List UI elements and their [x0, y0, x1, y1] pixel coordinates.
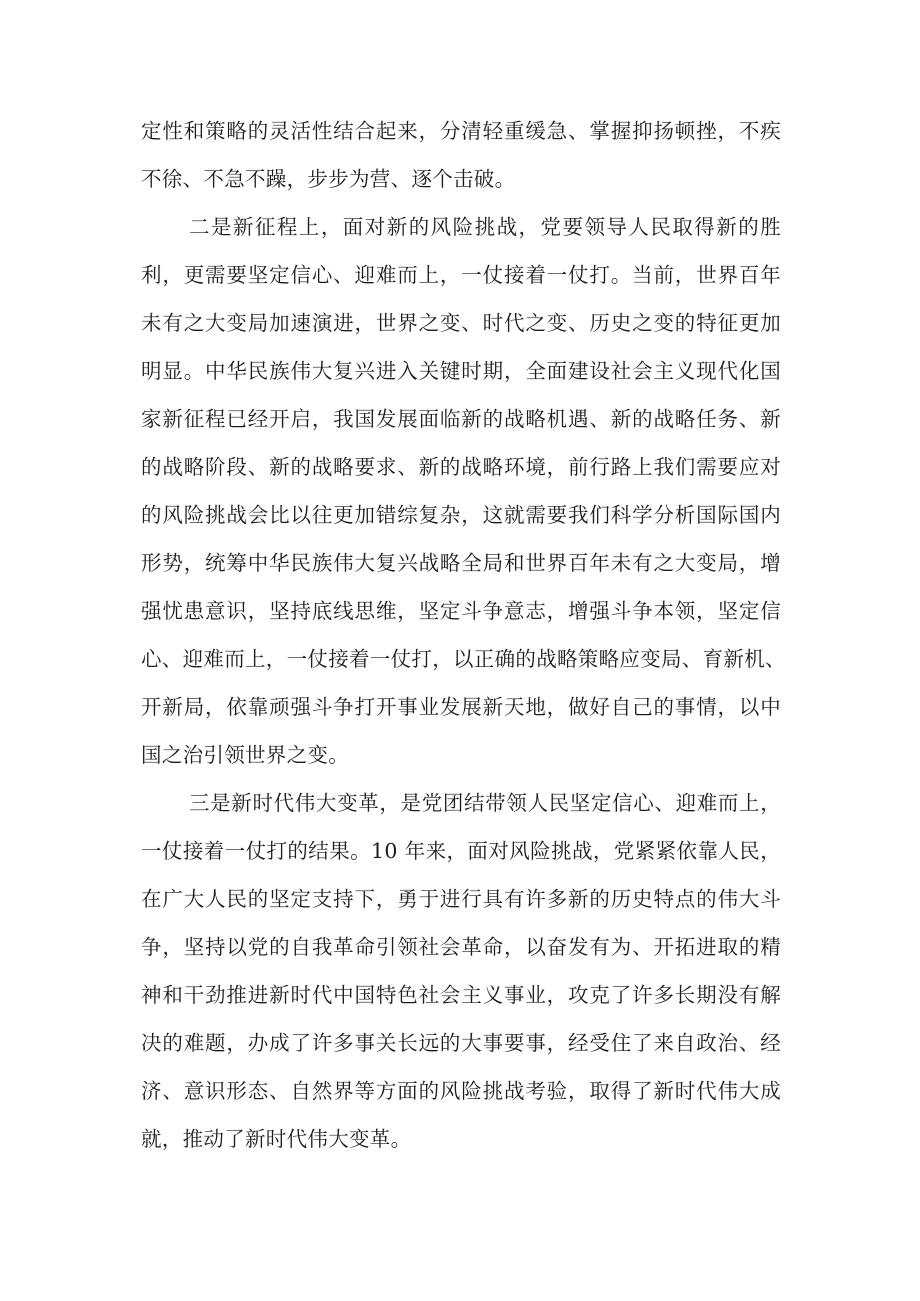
text-line: 定性和策略的灵活性结合起来，分清轻重缓急、掌握抑扬顿挫，不疾	[141, 119, 781, 143]
text-line: 明显。中华民族伟大复兴进入关键时期，全面建设社会主义现代化国	[141, 359, 781, 383]
text-line: 就，推动了新时代伟大变革。	[141, 1127, 412, 1151]
text-line: 家新征程已经开启，我国发展面临新的战略机遇、新的战略任务、新	[141, 407, 781, 431]
text-line: 一仗接着一仗打的结果。10 年来，面对风险挑战，党紧紧依靠人民，	[141, 839, 781, 863]
text-line: 济、意识形态、自然界等方面的风险挑战考验，取得了新时代伟大成	[141, 1079, 781, 1103]
paragraph-first-line: 二是新征程上，面对新的风险挑战，党要领导人民取得新的胜	[189, 215, 781, 239]
text-line: 形势，统筹中华民族伟大复兴战略全局和世界百年未有之大变局，增	[141, 551, 781, 575]
text-line: 国之治引领世界之变。	[141, 743, 349, 767]
text-line: 强忧患意识，坚持底线思维，坚定斗争意志，增强斗争本领，坚定信	[141, 599, 781, 623]
text-line: 决的难题，办成了许多事关长远的大事要事，经受住了来自政治、经	[141, 1031, 781, 1055]
text-line: 开新局，依靠顽强斗争打开事业发展新天地，做好自己的事情，以中	[141, 695, 781, 719]
text-line: 的风险挑战会比以往更加错综复杂，这就需要我们科学分析国际国内	[141, 503, 781, 527]
text-line: 利，更需要坚定信心、迎难而上，一仗接着一仗打。当前，世界百年	[141, 263, 781, 287]
text-line: 不徐、不急不躁，步步为营、逐个击破。	[141, 167, 516, 191]
text-line: 在广大人民的坚定支持下，勇于进行具有许多新的历史特点的伟大斗	[141, 887, 781, 911]
text-line: 心、迎难而上，一仗接着一仗打，以正确的战略策略应变局、育新机、	[141, 647, 786, 671]
paragraph-first-line: 三是新时代伟大变革，是党团结带领人民坚定信心、迎难而上，	[189, 791, 781, 815]
text-line: 争，坚持以党的自我革命引领社会革命，以奋发有为、开拓进取的精	[141, 935, 781, 959]
text-line: 的战略阶段、新的战略要求、新的战略环境，前行路上我们需要应对	[141, 455, 781, 479]
text-line: 未有之大变局加速演进，世界之变、时代之变、历史之变的特征更加	[141, 311, 781, 335]
text-line: 神和干劲推进新时代中国特色社会主义事业，攻克了许多长期没有解	[141, 983, 781, 1007]
